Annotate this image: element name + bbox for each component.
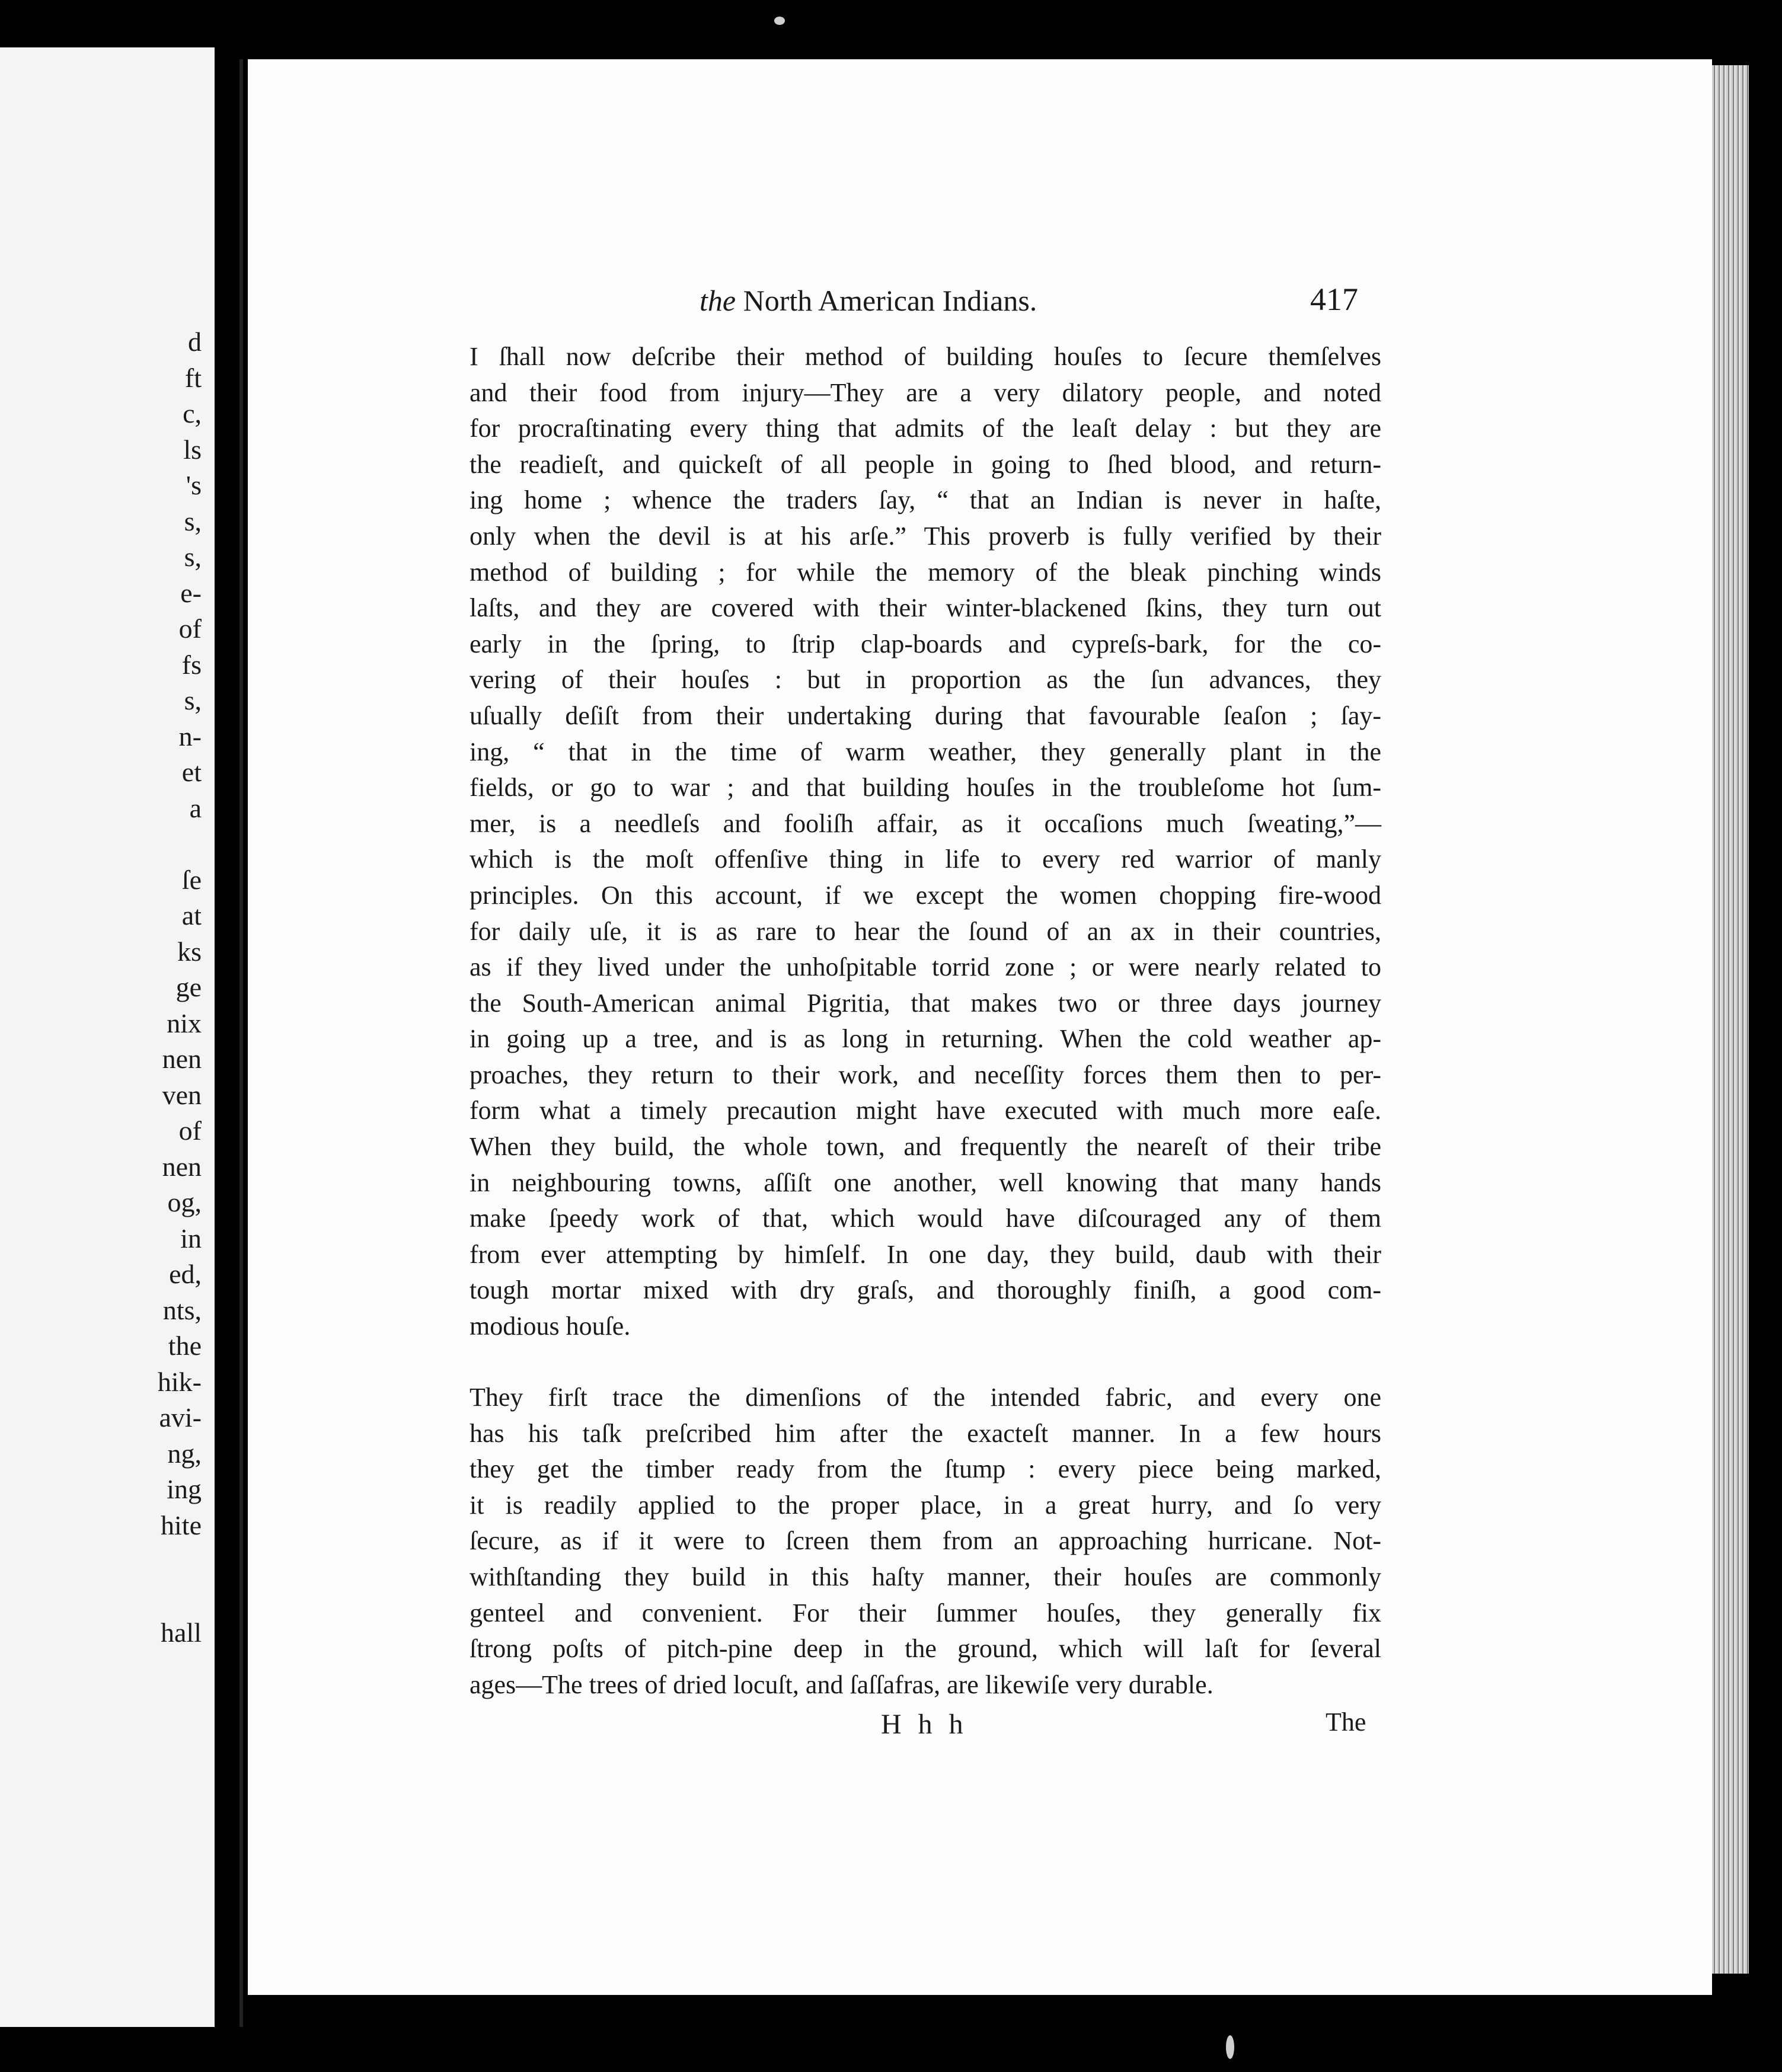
left-page-line-end: nen	[162, 1044, 202, 1074]
left-page-line-end: ls	[183, 434, 202, 465]
text-line: ages—The trees of dried locuſt, and ſaſſafras, are likewiſe very durable.	[470, 1670, 1213, 1699]
text-line: and their food from injury—They are a very dilatory people, and noted	[470, 378, 1381, 407]
left-page-line-end: fs	[181, 649, 202, 680]
left-page-line-end: 's	[186, 470, 202, 500]
left-page-line-end: hall	[161, 1617, 202, 1648]
left-page-line-end: ſe	[181, 864, 202, 895]
text-line: make ſpeedy work of that, which would have diſcouraged any of them	[470, 1204, 1381, 1233]
page-number: 417	[1310, 282, 1358, 317]
left-page-line-end: ft	[184, 362, 202, 393]
text-line: genteel and convenient. For their ſummer houſes, they generally fix	[470, 1598, 1381, 1627]
left-page-line-end: a	[189, 792, 202, 823]
text-line: proaches, they return to their work, and neceſſity forces them then to per-	[470, 1060, 1381, 1089]
text-line: They firſt trace the dimenſions of the intended fabric, and every one	[470, 1383, 1381, 1412]
left-page-line-end: ed,	[169, 1259, 202, 1289]
left-page-line-end: nen	[162, 1151, 202, 1182]
text-line: I ſhall now deſcribe their method of building houſes to ſecure themſelves	[470, 342, 1381, 371]
text-line: as if they lived under the unhoſpitable torrid zone ; or were nearly related to	[470, 952, 1381, 982]
catchword: The	[1326, 1708, 1366, 1737]
text-line: ſecure, as if it were to ſcreen them from an approaching hurricane. Not-	[470, 1526, 1381, 1556]
text-line: mer, is a needleſs and fooliſh affair, as it occaſions much ſweating,”—	[470, 808, 1381, 838]
scan-speck	[1226, 2035, 1234, 2059]
left-page-line-end: at	[181, 900, 202, 931]
left-page-line-end: ven	[162, 1079, 202, 1110]
left-page-line-end: og,	[167, 1187, 202, 1217]
text-line: withſtanding they build in this haſty manner, their houſes are commonly	[470, 1562, 1381, 1591]
text-line: form what a timely precaution might have executed with much more eaſe.	[470, 1096, 1381, 1125]
text-line: modious houſe.	[470, 1312, 631, 1341]
left-page-fragment	[0, 47, 215, 2027]
paragraph-2	[470, 1380, 1381, 1703]
text-line: has his taſk preſcribed him after the exacteſt manner. In a few hours	[470, 1418, 1381, 1448]
running-head-italic: the	[700, 284, 736, 317]
left-page-line-end: s,	[184, 685, 202, 715]
text-line: uſually deſiſt from their undertaking during that favourable ſeaſon ; ſay-	[470, 701, 1381, 730]
text-line: from ever attempting by himſelf. In one day, they build, daub with their	[470, 1239, 1381, 1269]
left-page-line-end: s,	[184, 506, 202, 536]
text-line: the readieſt, and quickeſt of all people in going to ſhed blood, and return-	[470, 449, 1381, 479]
text-line: for daily uſe, it is as rare to hear the ſound of an ax in their countries,	[470, 916, 1381, 946]
left-page-line-end: nts,	[162, 1294, 202, 1325]
scan-speck	[774, 17, 785, 25]
left-page-line-end: hik-	[157, 1366, 202, 1397]
gutter	[239, 59, 243, 2027]
page-edge-stack	[1712, 65, 1749, 1974]
text-line: vering of their houſes : but in proportion as the ſun advances, they	[470, 665, 1381, 695]
text-line: ing, “ that in the time of warm weather, they generally plant in the	[470, 737, 1381, 766]
text-line: for procraſtinating every thing that admits of the leaſt delay : but they are	[470, 414, 1381, 443]
left-page-line-end: avi-	[159, 1402, 202, 1433]
left-page-line-end: of	[178, 1115, 202, 1146]
text-line: only when the devil is at his arſe.” This proverb is fully verified by their	[470, 521, 1381, 551]
left-page-line-end: in	[180, 1223, 202, 1254]
left-page-line-end: ing	[167, 1474, 202, 1504]
text-line: early in the ſpring, to ſtrip clap-boards and cypreſs-bark, for the co-	[470, 629, 1381, 658]
left-page-line-end: s,	[184, 542, 202, 572]
paragraph-1	[470, 339, 1381, 1345]
left-page-line-end: n-	[178, 721, 202, 752]
left-page-line-end: of	[178, 613, 202, 644]
text-line: the South-American animal Pigritia, that makes two or three days journey	[470, 988, 1381, 1018]
text-line: fields, or go to war ; and that building houſes in the troubleſome hot ſum-	[470, 773, 1381, 802]
text-line: which is the moſt offenſive thing in life to every red warrior of manly	[470, 845, 1381, 874]
text-line: method of building ; for while the memory of the bleak pinching winds	[470, 557, 1381, 587]
left-page-line-end: nix	[167, 1008, 202, 1038]
left-page-line-end: the	[168, 1331, 202, 1361]
text-line: When they build, the whole town, and frequently the neareſt of their tribe	[470, 1132, 1381, 1162]
left-page-line-end: d	[188, 327, 202, 357]
left-page-line-end: et	[181, 757, 202, 787]
text-line: it is readily applied to the proper place, in a great hurry, and ſo very	[470, 1490, 1381, 1520]
left-page-line-end: c,	[183, 398, 202, 429]
left-page-line-end: e-	[180, 577, 202, 608]
signature-mark: H h h	[881, 1709, 968, 1740]
text-line: tough mortar mixed with dry graſs, and thoroughly finiſh, a good com-	[470, 1275, 1381, 1305]
text-line: principles. On this account, if we except the women chopping fire-wood	[470, 880, 1381, 910]
text-line: laſts, and they are covered with their winter-blackened ſkins, they turn out	[470, 593, 1381, 623]
left-page-line-end: ge	[175, 972, 202, 1002]
text-line: ing home ; whence the traders ſay, “ that an Indian is never in haſte,	[470, 485, 1381, 515]
left-page-line-end: ng,	[167, 1438, 202, 1469]
text-line: in neighbouring towns, aſſiſt one another, well knowing that many hands	[470, 1168, 1381, 1197]
text-line: ſtrong poſts of pitch-pine deep in the ground, which will laſt for ſeveral	[470, 1634, 1381, 1664]
text-line: they get the timber ready from the ſtump : every piece being marked,	[470, 1454, 1381, 1484]
running-head	[700, 283, 1037, 318]
running-head-title: North American Indians.	[743, 284, 1037, 317]
left-page-line-end: ks	[177, 936, 202, 967]
text-line: in going up a tree, and is as long in returning. When the cold weather ap-	[470, 1024, 1381, 1054]
left-page-line-end: hite	[161, 1510, 202, 1540]
